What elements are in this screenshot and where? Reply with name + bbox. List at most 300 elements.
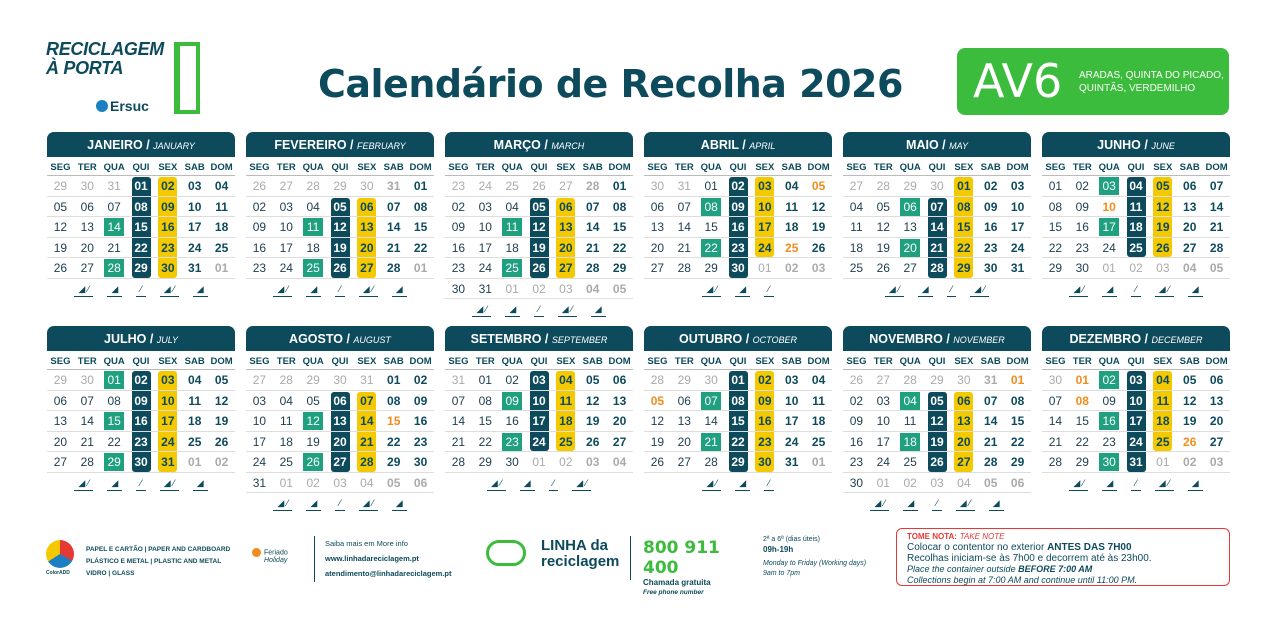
month-name-en: APRIL bbox=[749, 141, 776, 151]
day-cell: 03 bbox=[805, 258, 832, 279]
note-label: TOME NOTA: bbox=[907, 532, 957, 541]
day-cell: 29 bbox=[47, 370, 74, 391]
hours-en-days: Monday to Friday (Working days) bbox=[763, 560, 867, 567]
day-cell: 19 bbox=[300, 432, 327, 453]
day-cell: 07 bbox=[698, 391, 725, 412]
day-cell: 28 bbox=[644, 370, 671, 391]
day-cell: 28 bbox=[579, 176, 606, 197]
day-cell: 23 bbox=[499, 432, 526, 453]
day-cell: 27 bbox=[552, 258, 579, 279]
waste-icon: ⁄ bbox=[136, 475, 146, 491]
day-cell: 29 bbox=[47, 176, 74, 197]
day-cell: 11 bbox=[1149, 391, 1176, 412]
day-cell: 08 bbox=[698, 197, 725, 218]
weekday-label: SAB bbox=[383, 356, 404, 367]
day-cell: 26 bbox=[327, 258, 354, 279]
day-cell: 07 bbox=[977, 391, 1004, 412]
weekday-label: TER bbox=[77, 162, 97, 173]
day-cell: 14 bbox=[74, 411, 101, 432]
weekday-label: QUA bbox=[1098, 356, 1120, 367]
day-cell: 06 bbox=[407, 473, 434, 494]
day-cell: 11 bbox=[552, 391, 579, 412]
weekday-label: TER bbox=[276, 162, 296, 173]
day-cell: 23 bbox=[1096, 432, 1123, 453]
day-cell: 02 bbox=[552, 452, 579, 473]
month-name-en: MAY bbox=[949, 141, 968, 151]
day-cell: 04 bbox=[579, 279, 606, 300]
month-name-en: AUGUST bbox=[353, 335, 391, 345]
weekday-label: SAB bbox=[383, 162, 404, 173]
day-cell: 24 bbox=[1004, 238, 1031, 259]
day-cell: 04 bbox=[606, 452, 633, 473]
day-cell: 22 bbox=[725, 432, 752, 453]
day-cell: 01 bbox=[407, 258, 434, 279]
waste-type-icons bbox=[47, 475, 235, 491]
month-fevereiro bbox=[246, 132, 434, 297]
day-cell: 09 bbox=[1096, 391, 1123, 412]
day-cell: 07 bbox=[1042, 391, 1069, 412]
weekday-label: SEG bbox=[846, 162, 867, 173]
weekday-header bbox=[246, 351, 434, 370]
day-cell: 03 bbox=[778, 370, 805, 391]
day-cell: 06 bbox=[1176, 176, 1203, 197]
note-line1b: ANTES DAS 7H00 bbox=[1047, 542, 1132, 553]
day-cell: 02 bbox=[778, 258, 805, 279]
day-cell: 20 bbox=[353, 238, 380, 259]
day-cell: 05 bbox=[300, 391, 327, 412]
website-link[interactable]: www.linhadareciclagem.pt bbox=[325, 554, 419, 563]
day-cell: 01 bbox=[606, 176, 633, 197]
waste-icon: ⁄ bbox=[1131, 475, 1141, 491]
day-cell: 17 bbox=[181, 217, 208, 238]
legend-plastic: PLÁSTICO E METAL | PLASTIC AND METAL bbox=[86, 558, 222, 565]
day-cell: 10 bbox=[751, 197, 778, 218]
day-cell: 20 bbox=[897, 238, 924, 259]
day-cell: 01 bbox=[208, 258, 235, 279]
holiday-pt: Feriado bbox=[264, 549, 288, 557]
day-cell: 25 bbox=[273, 452, 300, 473]
waste-icon: ◢ bbox=[306, 281, 321, 297]
day-cell: 31 bbox=[101, 176, 128, 197]
month-name: JULHO bbox=[104, 332, 147, 346]
weekday-label: QUI bbox=[331, 162, 349, 173]
day-cell: 18 bbox=[300, 238, 327, 259]
waste-type-icons bbox=[246, 495, 434, 511]
day-cell: 01 bbox=[1042, 176, 1069, 197]
day-cell: 01 bbox=[1096, 258, 1123, 279]
day-cell: 04 bbox=[950, 473, 977, 494]
weekday-label: DOM bbox=[807, 162, 830, 173]
day-cell: 22 bbox=[101, 432, 128, 453]
day-cell: 01 bbox=[273, 473, 300, 494]
day-cell: 30 bbox=[445, 279, 472, 300]
weekday-header bbox=[47, 157, 235, 176]
day-cell: 09 bbox=[843, 411, 870, 432]
weekday-label: SEG bbox=[249, 162, 270, 173]
month-name-en: JANUARY bbox=[153, 141, 195, 151]
day-cell: 14 bbox=[1042, 411, 1069, 432]
day-cell: 16 bbox=[977, 217, 1004, 238]
day-cell: 13 bbox=[327, 411, 354, 432]
day-cell: 06 bbox=[327, 391, 354, 412]
more-info-label: Saiba mais em More info bbox=[325, 539, 408, 548]
day-cell: 01 bbox=[101, 370, 128, 391]
weekday-label: SEX bbox=[556, 356, 576, 367]
day-cell: 28 bbox=[74, 452, 101, 473]
weekday-label: SEG bbox=[50, 356, 71, 367]
day-cell: 02 bbox=[128, 370, 155, 391]
waste-icon: ⁄ bbox=[1131, 281, 1141, 297]
month-header: JANEIRO / JANUARY bbox=[47, 132, 235, 157]
day-cell: 24 bbox=[1096, 238, 1123, 259]
day-cell: 17 bbox=[870, 432, 897, 453]
day-cell: 08 bbox=[407, 197, 434, 218]
coloradd-logo-icon bbox=[46, 540, 74, 568]
day-cell: 27 bbox=[552, 176, 579, 197]
day-cell: 14 bbox=[698, 411, 725, 432]
weekday-label: TER bbox=[674, 162, 694, 173]
day-cell: 30 bbox=[327, 370, 354, 391]
day-cell: 08 bbox=[1069, 391, 1096, 412]
day-cell: 04 bbox=[778, 176, 805, 197]
waste-type-icons bbox=[445, 475, 633, 491]
day-cell: 14 bbox=[101, 217, 128, 238]
day-cell: 13 bbox=[353, 217, 380, 238]
day-cell: 21 bbox=[671, 238, 698, 259]
waste-icon: ⁄ bbox=[764, 475, 774, 491]
day-cell: 26 bbox=[805, 238, 832, 259]
weekday-label: SAB bbox=[184, 356, 205, 367]
day-cell: 28 bbox=[924, 258, 951, 279]
day-cell: 18 bbox=[1149, 411, 1176, 432]
day-cell: 04 bbox=[300, 197, 327, 218]
day-cell: 31 bbox=[353, 370, 380, 391]
day-cell: 26 bbox=[870, 258, 897, 279]
day-cell: 20 bbox=[1176, 217, 1203, 238]
day-cell: 08 bbox=[101, 391, 128, 412]
weekday-label: SAB bbox=[582, 162, 603, 173]
day-cell: 08 bbox=[1042, 197, 1069, 218]
day-cell: 20 bbox=[644, 238, 671, 259]
day-cell: 27 bbox=[47, 452, 74, 473]
day-cell: 25 bbox=[1123, 238, 1150, 259]
day-cell: 30 bbox=[725, 258, 752, 279]
day-cell: 19 bbox=[1176, 411, 1203, 432]
day-cell: 16 bbox=[445, 238, 472, 259]
day-cell: 31 bbox=[472, 279, 499, 300]
day-cell: 25 bbox=[805, 432, 832, 453]
waste-icon: ◢ ⁄ bbox=[572, 475, 591, 491]
day-cell: 28 bbox=[273, 370, 300, 391]
day-cell: 26 bbox=[47, 258, 74, 279]
day-cell: 09 bbox=[246, 217, 273, 238]
weekday-label: SEG bbox=[249, 356, 270, 367]
weekday-label: QUI bbox=[928, 356, 946, 367]
month-name-en: JUNE bbox=[1151, 141, 1175, 151]
day-cell: 04 bbox=[897, 391, 924, 412]
day-cell: 29 bbox=[101, 452, 128, 473]
day-cell: 26 bbox=[300, 452, 327, 473]
day-cell: 12 bbox=[526, 217, 553, 238]
day-cell: 02 bbox=[208, 452, 235, 473]
waste-icon: ◢ bbox=[505, 301, 520, 317]
day-cell: 31 bbox=[1004, 258, 1031, 279]
day-cell: 02 bbox=[977, 176, 1004, 197]
day-cell: 18 bbox=[208, 217, 235, 238]
day-cell: 21 bbox=[977, 432, 1004, 453]
day-cell: 12 bbox=[1176, 391, 1203, 412]
day-cell: 12 bbox=[870, 217, 897, 238]
month-name-en: SEPTEMBER bbox=[551, 335, 608, 345]
day-cell: 12 bbox=[1149, 197, 1176, 218]
day-cell: 09 bbox=[725, 197, 752, 218]
day-cell: 14 bbox=[579, 217, 606, 238]
day-cell: 13 bbox=[1176, 197, 1203, 218]
day-cell: 03 bbox=[1096, 176, 1123, 197]
waste-icon: ◢ bbox=[392, 281, 407, 297]
linha-line1: LINHA da bbox=[541, 537, 608, 554]
day-cell: 30 bbox=[924, 176, 951, 197]
month-header: JULHO / JULY bbox=[47, 326, 235, 351]
day-cell: 03 bbox=[552, 279, 579, 300]
day-cell: 06 bbox=[644, 197, 671, 218]
month-header: AGOSTO / AUGUST bbox=[246, 326, 434, 351]
weekday-label: QUA bbox=[103, 162, 125, 173]
day-cell: 26 bbox=[1149, 238, 1176, 259]
day-cell: 15 bbox=[472, 411, 499, 432]
day-cell: 27 bbox=[327, 452, 354, 473]
ersuc-logo-icon bbox=[96, 100, 108, 112]
day-cell: 20 bbox=[606, 411, 633, 432]
day-cell: 06 bbox=[1203, 370, 1230, 391]
day-cell: 15 bbox=[1069, 411, 1096, 432]
weekday-label: SAB bbox=[980, 162, 1001, 173]
month-name: FEVEREIRO bbox=[274, 138, 347, 152]
day-cell: 14 bbox=[445, 411, 472, 432]
day-cell: 10 bbox=[1004, 197, 1031, 218]
day-cell: 04 bbox=[273, 391, 300, 412]
weekday-label: QUI bbox=[729, 356, 747, 367]
day-cell: 23 bbox=[154, 238, 181, 259]
day-cell: 29 bbox=[1069, 452, 1096, 473]
month-name-en: OCTOBER bbox=[752, 335, 797, 345]
day-cell: 17 bbox=[1123, 411, 1150, 432]
day-cell: 20 bbox=[47, 432, 74, 453]
day-cell: 14 bbox=[353, 411, 380, 432]
day-cell: 06 bbox=[1004, 473, 1031, 494]
day-cell: 07 bbox=[1203, 176, 1230, 197]
month-novembro bbox=[843, 326, 1031, 511]
weekday-label: TER bbox=[873, 162, 893, 173]
phone-number[interactable]: 800 911 400 bbox=[643, 538, 720, 578]
day-cell: 12 bbox=[327, 217, 354, 238]
day-cell: 30 bbox=[698, 370, 725, 391]
logo-brand: Ersuc bbox=[110, 98, 149, 114]
day-cell: 02 bbox=[751, 370, 778, 391]
weekday-label: DOM bbox=[1006, 356, 1029, 367]
day-cell: 12 bbox=[579, 391, 606, 412]
day-cell: 18 bbox=[273, 432, 300, 453]
day-cell: 26 bbox=[924, 452, 951, 473]
day-cell: 05 bbox=[924, 391, 951, 412]
month-header: OUTUBRO / OCTOBER bbox=[644, 326, 832, 351]
day-cell: 27 bbox=[843, 176, 870, 197]
day-cell: 25 bbox=[552, 432, 579, 453]
route-badge bbox=[957, 48, 1229, 115]
day-cell: 07 bbox=[380, 197, 407, 218]
day-cell: 26 bbox=[1176, 432, 1203, 453]
weekday-label: SEG bbox=[448, 162, 469, 173]
weekday-label: TER bbox=[77, 356, 97, 367]
day-cell: 19 bbox=[579, 411, 606, 432]
weekday-label: DOM bbox=[608, 356, 631, 367]
day-cell: 13 bbox=[1203, 391, 1230, 412]
weekday-label: SAB bbox=[781, 356, 802, 367]
month-name-en: NOVEMBER bbox=[953, 335, 1005, 345]
day-cell: 12 bbox=[47, 217, 74, 238]
hours-en-time: 9am to 7pm bbox=[763, 570, 800, 577]
weekday-label: QUI bbox=[530, 162, 548, 173]
weekday-label: SEG bbox=[846, 356, 867, 367]
day-cell: 05 bbox=[327, 197, 354, 218]
day-cell: 06 bbox=[552, 197, 579, 218]
day-cell: 10 bbox=[181, 197, 208, 218]
waste-icon: ⁄ bbox=[534, 301, 544, 317]
day-cell: 18 bbox=[805, 411, 832, 432]
day-cell: 20 bbox=[950, 432, 977, 453]
month-outubro bbox=[644, 326, 832, 491]
day-cell: 19 bbox=[47, 238, 74, 259]
day-cell: 08 bbox=[950, 197, 977, 218]
day-cell: 13 bbox=[950, 411, 977, 432]
weekday-label: SEX bbox=[755, 162, 775, 173]
day-cell: 08 bbox=[1004, 391, 1031, 412]
day-cell: 07 bbox=[74, 391, 101, 412]
day-cell: 19 bbox=[208, 411, 235, 432]
day-cell: 26 bbox=[579, 432, 606, 453]
day-cell: 17 bbox=[273, 238, 300, 259]
day-cell: 02 bbox=[843, 391, 870, 412]
day-cell: 18 bbox=[552, 411, 579, 432]
chat-icon bbox=[486, 540, 526, 566]
day-cell: 04 bbox=[552, 370, 579, 391]
day-cell: 21 bbox=[1042, 432, 1069, 453]
day-cell: 24 bbox=[751, 238, 778, 259]
weekday-label: SEX bbox=[954, 356, 974, 367]
day-cell: 07 bbox=[671, 197, 698, 218]
day-cell: 21 bbox=[924, 238, 951, 259]
day-cell: 26 bbox=[208, 432, 235, 453]
day-cell: 03 bbox=[1123, 370, 1150, 391]
waste-icon: ◢ bbox=[392, 495, 407, 511]
month-name-en: DECEMBER bbox=[1151, 335, 1203, 345]
day-cell: 18 bbox=[499, 238, 526, 259]
month-name: JUNHO bbox=[1097, 138, 1141, 152]
day-cell: 23 bbox=[128, 432, 155, 453]
day-cell: 24 bbox=[526, 432, 553, 453]
waste-icon: ◢ bbox=[306, 495, 321, 511]
day-cell: 07 bbox=[101, 197, 128, 218]
weekday-label: TER bbox=[1072, 162, 1092, 173]
day-cell: 30 bbox=[977, 258, 1004, 279]
day-cell: 01 bbox=[1149, 452, 1176, 473]
weekday-label: SAB bbox=[1179, 356, 1200, 367]
day-cell: 02 bbox=[154, 176, 181, 197]
day-cell: 03 bbox=[273, 197, 300, 218]
weekday-label: QUI bbox=[928, 162, 946, 173]
day-cell: 17 bbox=[246, 432, 273, 453]
day-cell: 10 bbox=[472, 217, 499, 238]
day-cell: 16 bbox=[154, 217, 181, 238]
weekday-header bbox=[644, 157, 832, 176]
weekday-label: SEG bbox=[647, 356, 668, 367]
email-link[interactable]: atendimento@linhadareciclagem.pt bbox=[325, 569, 452, 578]
note-line4: Collections begin at 7:00 AM and continue until 11:00 PM. bbox=[907, 575, 1138, 585]
waste-icon: ◢ ⁄ bbox=[273, 281, 292, 297]
day-cell: 05 bbox=[870, 197, 897, 218]
day-cell: 17 bbox=[526, 411, 553, 432]
day-cell: 16 bbox=[246, 238, 273, 259]
day-cell: 19 bbox=[805, 217, 832, 238]
waste-icon: ◢ ⁄ bbox=[160, 281, 179, 297]
weekday-label: TER bbox=[475, 356, 495, 367]
day-cell: 11 bbox=[181, 391, 208, 412]
note-line1a: Colocar o contentor no exterior bbox=[907, 542, 1048, 553]
weekday-header bbox=[47, 351, 235, 370]
waste-icon: ◢ ⁄ bbox=[74, 281, 93, 297]
day-cell: 10 bbox=[870, 411, 897, 432]
weekday-label: QUI bbox=[1127, 162, 1145, 173]
day-cell: 21 bbox=[380, 238, 407, 259]
day-cell: 03 bbox=[924, 473, 951, 494]
weekday-label: QUA bbox=[899, 356, 921, 367]
day-cell: 11 bbox=[1123, 197, 1150, 218]
day-cell: 08 bbox=[380, 391, 407, 412]
door-icon bbox=[174, 42, 200, 114]
day-cell: 26 bbox=[644, 452, 671, 473]
waste-icon: ◢ ⁄ bbox=[1155, 475, 1174, 491]
month-name: MARÇO bbox=[493, 138, 541, 152]
day-cell: 20 bbox=[327, 432, 354, 453]
day-cell: 30 bbox=[751, 452, 778, 473]
day-cell: 03 bbox=[870, 391, 897, 412]
month-março bbox=[445, 132, 633, 317]
waste-icon: ◢ bbox=[989, 495, 1004, 511]
day-cell: 22 bbox=[950, 238, 977, 259]
day-cell: 09 bbox=[499, 391, 526, 412]
day-cell: 17 bbox=[751, 217, 778, 238]
weekday-header bbox=[445, 157, 633, 176]
day-cell: 17 bbox=[472, 238, 499, 259]
more-info bbox=[314, 536, 478, 582]
day-cell: 24 bbox=[246, 452, 273, 473]
day-cell: 14 bbox=[924, 217, 951, 238]
month-name: DEZEMBRO bbox=[1069, 332, 1142, 346]
weekday-label: TER bbox=[873, 356, 893, 367]
waste-icon: ◢ ⁄ bbox=[956, 495, 975, 511]
day-cell: 04 bbox=[1149, 370, 1176, 391]
day-cell: 28 bbox=[380, 258, 407, 279]
day-cell: 29 bbox=[924, 370, 951, 391]
weekday-label: SAB bbox=[184, 162, 205, 173]
weekday-label: SEG bbox=[647, 162, 668, 173]
day-cell: 28 bbox=[897, 370, 924, 391]
day-cell: 21 bbox=[1203, 217, 1230, 238]
phone-free-en: Free phone number bbox=[643, 589, 704, 596]
day-cell: 05 bbox=[1203, 258, 1230, 279]
day-cell: 12 bbox=[805, 197, 832, 218]
waste-type-icons bbox=[445, 301, 633, 317]
